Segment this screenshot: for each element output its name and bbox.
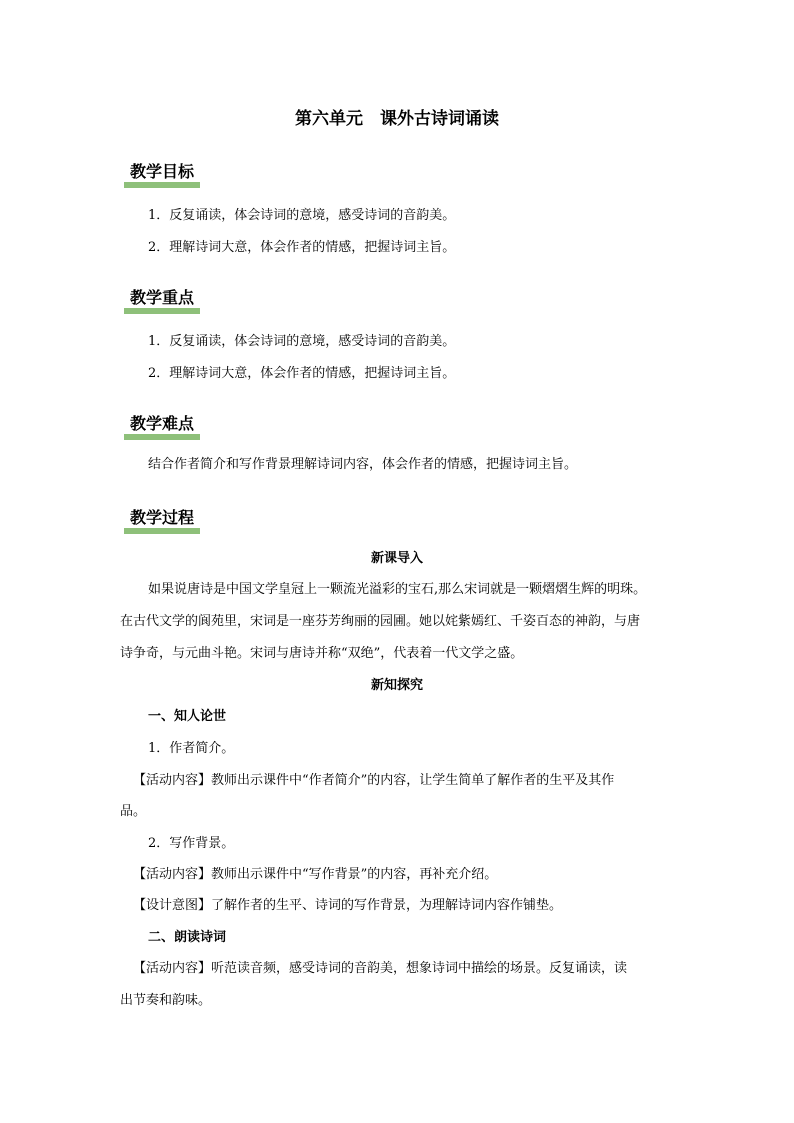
heading-underline <box>124 182 200 188</box>
key-point-item-2: 2．理解诗词大意，体会作者的情感，把握诗词主旨。 <box>148 366 456 381</box>
intro-line-3: 诗争奇，与元曲斗艳。宋词与唐诗并称“双绝”，代表着一代文学之盛。 <box>120 646 524 661</box>
activity1-line-2: 品。 <box>120 804 147 819</box>
heading-underline <box>124 434 200 440</box>
activity3-line-2: 出节奏和韵味。 <box>120 993 212 1008</box>
goal-item-1: 1．反复诵读，体会诗词的意境，感受诗词的音韵美。 <box>148 208 456 223</box>
difficulties-text: 结合作者简介和写作背景理解诗词内容，体会作者的情感，把握诗词主旨。 <box>148 457 578 472</box>
heading-teaching-goals: 教学目标 <box>124 158 200 186</box>
key-point-item-1: 1．反复诵读，体会诗词的意境，感受诗词的音韵美。 <box>148 334 456 349</box>
goal-item-2: 2．理解诗词大意，体会作者的情感，把握诗词主旨。 <box>148 240 456 255</box>
heading-teaching-process: 教学过程 <box>124 504 200 532</box>
document-title: 第六单元 课外古诗词诵读 <box>295 109 499 129</box>
subheading-explore: 新知探究 <box>370 678 423 693</box>
design-intent-line: 【设计意图】了解作者的生平、诗词的写作背景，为理解诗词内容作铺垫。 <box>133 898 563 913</box>
heading-underline <box>124 528 200 534</box>
part1-title: 一、知人论世 <box>148 709 227 724</box>
activity1-line-1: 【活动内容】教师出示课件中“作者简介”的内容，让学生简单了解作者的生平及其作 <box>133 773 615 788</box>
heading-underline <box>124 308 200 314</box>
subheading-intro: 新课导入 <box>370 551 423 566</box>
activity3-line-1: 【活动内容】听范读音频，感受诗词的音韵美，想象诗词中描绘的场景。反复诵读，读 <box>133 961 628 976</box>
heading-difficulties: 教学难点 <box>124 410 200 438</box>
item-author-intro: 1．作者简介。 <box>148 741 235 756</box>
item-background: 2．写作背景。 <box>148 836 235 851</box>
heading-key-points: 教学重点 <box>124 284 200 312</box>
intro-line-1: 如果说唐诗是中国文学皇冠上一颗流光溢彩的宝石,那么宋词就是一颗熠熠生辉的明珠。 <box>148 582 647 597</box>
activity2-line: 【活动内容】教师出示课件中“写作背景”的内容，再补充介绍。 <box>133 867 498 882</box>
intro-line-2: 在古代文学的阆苑里，宋词是一座芬芳绚丽的园圃。她以姹紫嫣红、千姿百态的神韵，与唐 <box>120 614 641 629</box>
part2-title: 二、朗读诗词 <box>148 930 227 945</box>
